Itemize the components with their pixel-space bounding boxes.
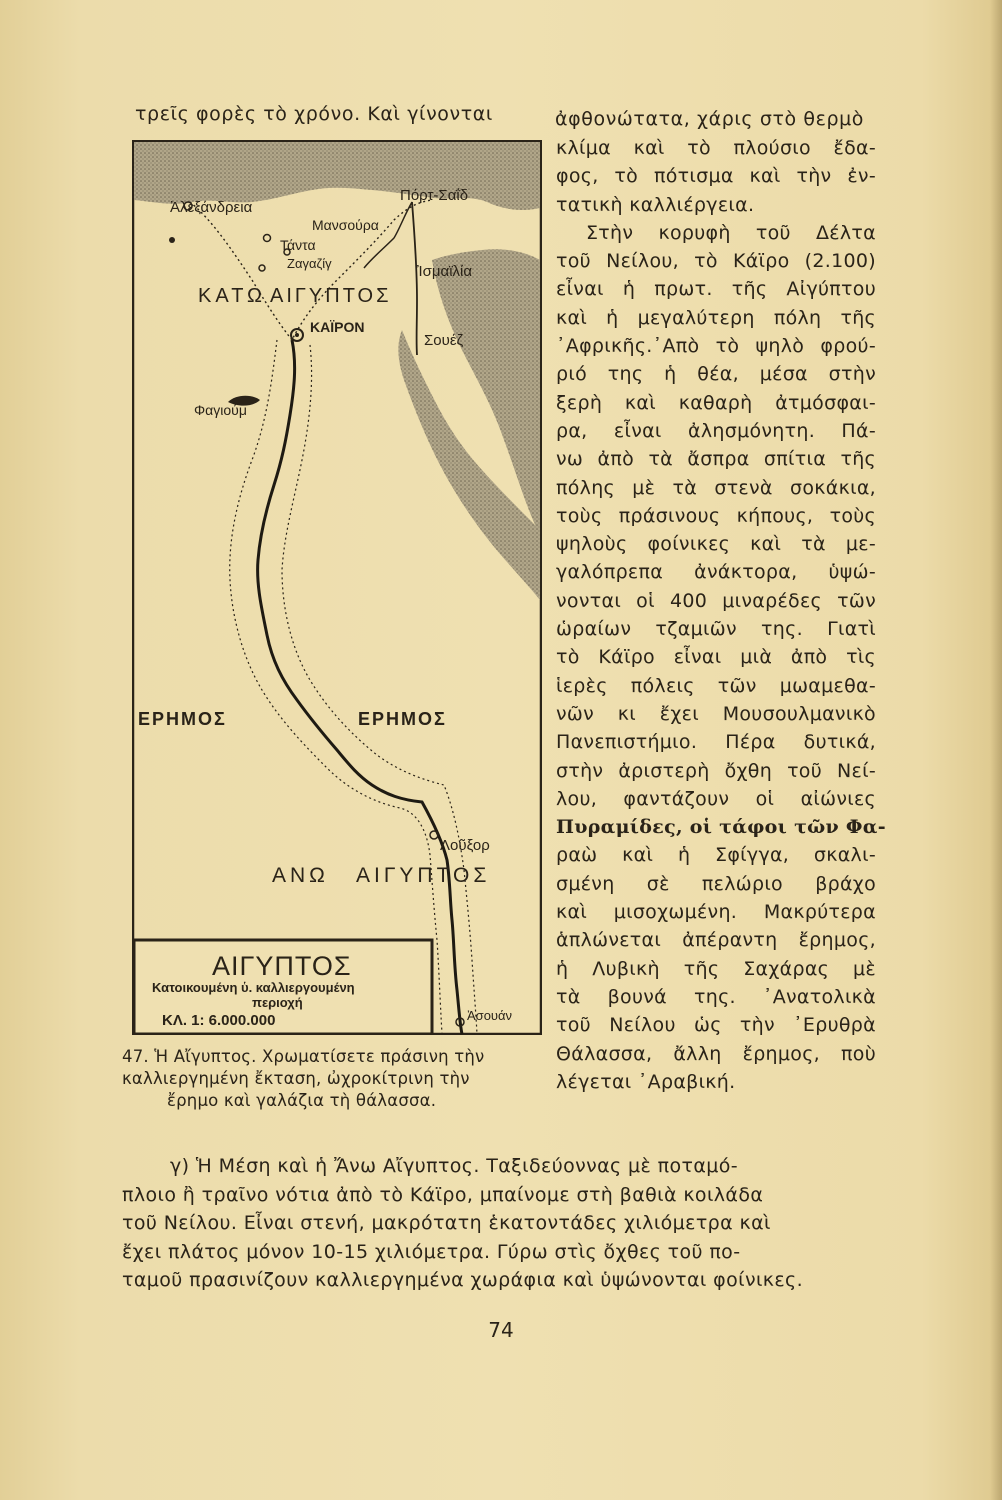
city-dot <box>264 235 271 242</box>
city-dot <box>259 265 265 271</box>
city-dot <box>169 237 175 243</box>
column-line: γαλόπρεπα ἀνάκτορα, ὑψώ- <box>556 561 876 584</box>
column-line: ᾿Αφρικῆς.᾿Απὸ τὸ ψηλὸ φρού- <box>556 335 876 358</box>
section-line: τοῦ Νείλου. Εἶναι στενή, μακρότατη ἑκατοντάδες χιλιόμετρα καὶ <box>122 1212 771 1235</box>
caption-line: καλλιεργημένη ἔκταση, ὠχροκίτρινη τὴν <box>122 1069 470 1088</box>
column-line: τοῦ Νείλου ὡς τὴν ᾿Ερυθρὰ <box>556 1014 876 1037</box>
right-column-text <box>556 134 886 1096</box>
legend-line1: Κατοικουμένη ὑ. καλλιεργουμένη <box>152 980 355 995</box>
column-line: νῶν κι ἔχει Μουσουλμανικὸ <box>556 702 876 725</box>
canal-line <box>364 202 412 268</box>
cultivated-boundary-west <box>230 340 442 1034</box>
column-line: Στὴν κορυφὴ τοῦ Δέλτα <box>586 221 876 244</box>
column-line: καὶ μισοχωμένη. Μακρύτερα <box>556 901 876 924</box>
label-luxor: Λοῦξορ <box>440 837 490 854</box>
label-fayum: Φαγιούμ <box>194 402 247 418</box>
column-line: καὶ ἡ μεγαλύτερη πόλη τῆς <box>556 306 876 329</box>
column-line: ἡ Λυβικὴ τῆς Σαχάρας μὲ <box>556 957 876 980</box>
label-ismailia: Ἰσμαϊλία <box>417 263 473 280</box>
column-line: εἶναι ἡ πρωτ. τῆς Αἰγύπτου <box>556 278 876 301</box>
section-line: ταμοῦ πρασινίζουν καλλιεργημένα χωράφια καὶ ὑψώνονται φοίνικες. <box>122 1269 804 1292</box>
section-line: γ) Ἡ Μέση καὶ ἡ Ἄνω Αἴγυπτος. Ταξιδεύοννας μὲ ποταμό- <box>170 1155 739 1177</box>
label-lower-egypt-a: ΚΑΤΩ <box>198 285 267 307</box>
page-edge-shadow <box>990 0 1002 1500</box>
column-line: λου, φαντάζουν οἱ αἰώνιες <box>556 787 876 810</box>
column-line: Πυραμίδες, οἱ τάφοι τῶν Φα- <box>556 816 886 839</box>
column-line: νονται οἱ 400 μιναρέδες τῶν <box>556 589 876 612</box>
column-line: ἁπλώνεται ἀπέραντη ἔρημος, <box>556 929 876 952</box>
top-line-right: ἀφθονώτατα, χάρις στὸ θερμὸ <box>555 108 865 130</box>
section-line: πλοιο ἢ τραῖνο νότια ἀπὸ τὸ Κάϊρο, μπαίνομε στὴ βαθιὰ κοιλάδα <box>122 1183 764 1206</box>
label-desert-east: ΕΡΗΜΟΣ <box>358 709 447 729</box>
column-line: ριό της ἡ θέα, μέσα στὴν <box>556 363 876 386</box>
label-desert-west: ΕΡΗΜΟΣ <box>138 709 227 729</box>
label-cairo: ΚΑΪΡΟΝ <box>310 319 365 335</box>
column-line: λέγεται ᾿Αραβική. <box>556 1070 736 1093</box>
column-line: Θάλασσα, ἄλλη ἔρημος, ποὺ <box>556 1042 876 1065</box>
label-upper-egypt-a: ΑΝΩ <box>272 864 329 887</box>
legend-title: ΑΙΓΥΠΤΟΣ <box>212 951 352 981</box>
label-upper-egypt-b: ΑΙΓΥΠΤΟΣ <box>356 864 491 887</box>
column-line: τὰ βουνά της. ᾿Ανατολικὰ <box>556 985 876 1008</box>
column-line: τατικὴ καλλιέργεια. <box>556 193 755 216</box>
column-line: νω ἀπὸ τὰ ἄσπρα σπίτια τῆς <box>556 448 876 471</box>
page-number: 74 <box>488 1318 514 1342</box>
column-line: τοὺς πράσινους κήπους, τοὺς <box>556 504 876 527</box>
column-line: πόλης μὲ τὰ στενὰ σοκάκια, <box>556 476 876 499</box>
caption-line: 47. Ἡ Αἴγυπτος. Χρωματίσετε πράσινη τὴν <box>122 1047 485 1066</box>
column-line: ραὼ καὶ ἡ Σφίγγα, σκαλι- <box>556 844 876 867</box>
label-port-said: Πόρτ-Σαΐδ <box>400 187 469 204</box>
section-line: ἔχει πλάτος μόνον 10-15 χιλιόμετρα. Γύρω στὶς ὄχθες τοῦ πο- <box>122 1240 741 1263</box>
column-line: ἱερὲς πόλεις τῶν μωαμεθα- <box>556 674 876 697</box>
column-line: Πανεπιστήμιο. Πέρα δυτικά, <box>556 731 876 754</box>
label-lower-egypt-b: ΑΙΓΥΠΤΟΣ <box>270 285 392 307</box>
column-line: τοῦ Νείλου, τὸ Κάϊρο (2.100) <box>556 250 876 273</box>
label-suez: Σουέζ <box>424 332 464 349</box>
label-zagazig: Ζαγαζίγ <box>287 256 332 271</box>
column-line: φος, τὸ πότισμα καὶ τὴν ἐν- <box>556 165 876 188</box>
column-line: ρα, εἶναι ἀλησμόνητη. Πά- <box>556 419 876 442</box>
legend-line2: περιοχή <box>252 995 303 1010</box>
column-line: κλίμα καὶ τὸ πλούσιο ἔδα- <box>556 137 876 159</box>
label-aswan: Ἀσουάν <box>467 1008 513 1023</box>
top-line-left: τρεῖς φορὲς τὸ χρόνο. Καὶ γίνονται <box>135 103 493 125</box>
label-mansoura: Μανσούρα <box>312 217 379 233</box>
column-line: ξερὴ καὶ καθαρὴ ἀτμόσφαι- <box>556 391 876 414</box>
cairo-marker-center <box>295 333 299 337</box>
column-line: στὴν ἀριστερὴ ὄχθη τοῦ Νεί- <box>556 759 876 782</box>
column-line: τὸ Κάϊρο εἶναι μιὰ ἀπὸ τὶς <box>556 646 876 669</box>
caption-line: ἔρημο καὶ γαλάζια τὴ θάλασσα. <box>167 1091 437 1110</box>
section-text <box>122 1152 872 1295</box>
egypt-map <box>132 140 542 1035</box>
column-line: σμένη σὲ πελώριο βράχο <box>556 872 876 895</box>
legend-scale: ΚΛ. 1: 6.000.000 <box>162 1012 276 1029</box>
label-tanta: Τάντα <box>280 237 316 253</box>
figure-caption <box>122 1046 532 1112</box>
column-line: ὡραίων τζαμιῶν της. Γιατὶ <box>556 618 876 641</box>
label-alexandria: Ἀλεξάνδρεια <box>170 199 253 216</box>
column-line: ψηλοὺς φοίνικες καὶ τὰ με- <box>556 533 876 556</box>
